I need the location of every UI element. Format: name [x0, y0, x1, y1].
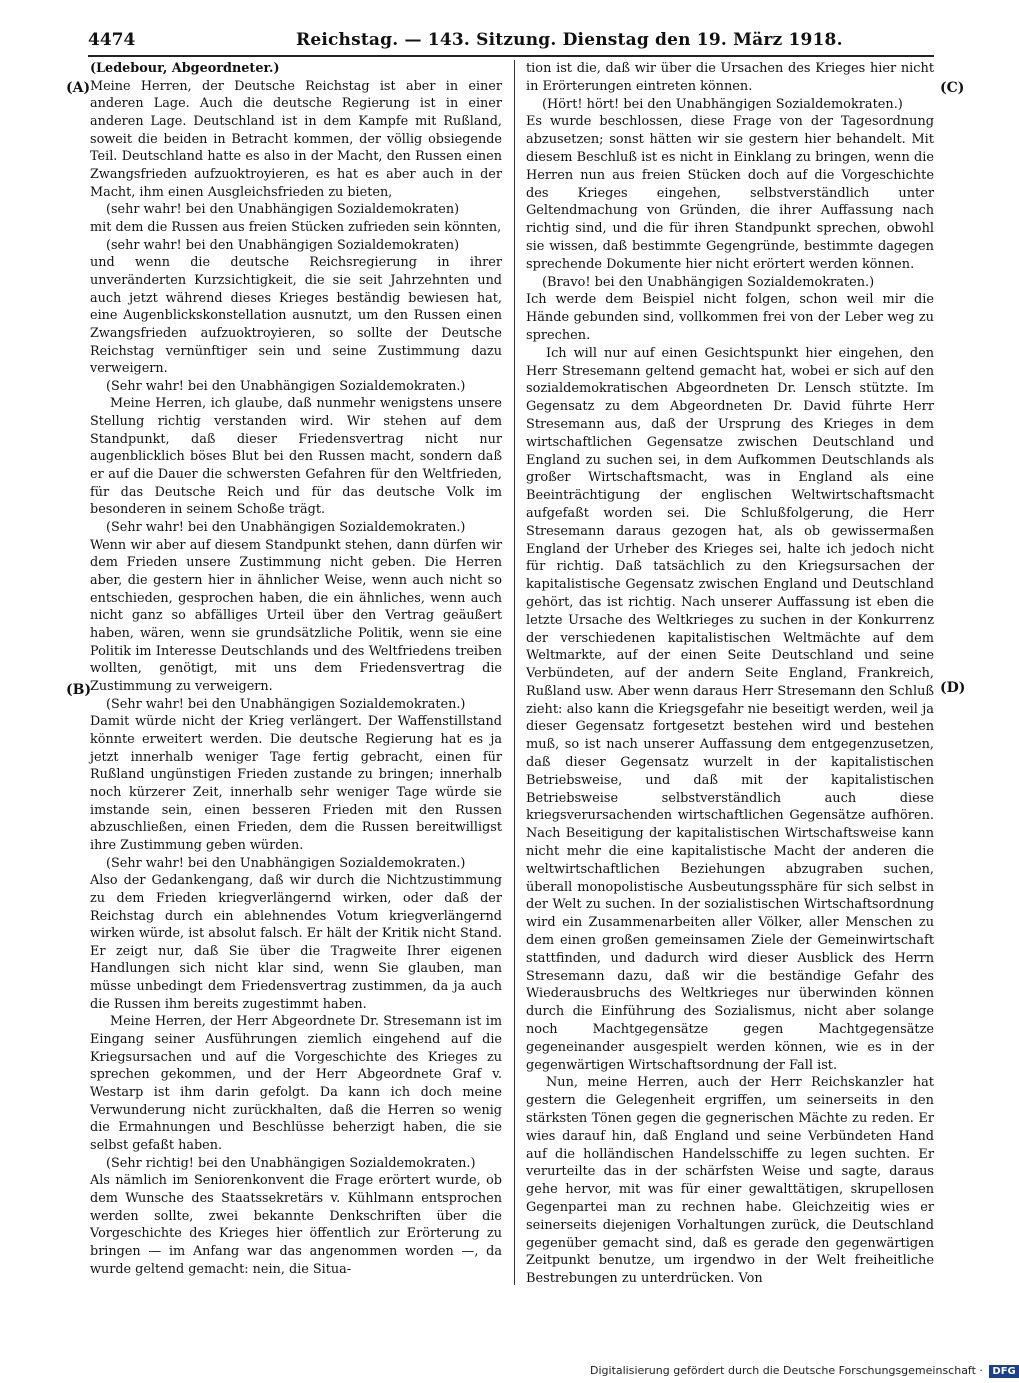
- interjection: (Sehr wahr! bei den Unabhängigen Sozialdemokraten.): [106, 378, 466, 394]
- paragraph: Meine Herren, der Deutsche Reichstag ist aber in einer anderen Lage. Auch die deutsche Regierung ist in einer anderen Lage. Deutschland ist in dem Kampfe mit Rußland, soweit die beiden in Betracht kommen, der völlig obsiegende Teil. Deutschland hatte es also in der Macht, den Russen einen Zwangsfrieden aufzuoktroyieren, es hat es aber auch in der Macht, ihm einen Ausgleichsfrieden zu bieten,: [90, 78, 502, 200]
- interjection: (Sehr richtig! bei den Unabhängigen Sozialdemokraten.): [106, 1155, 476, 1171]
- right-column: [526, 60, 934, 1288]
- interjection: (Sehr wahr! bei den Unabhängigen Sozialdemokraten.): [106, 520, 466, 536]
- paragraph: Meine Herren, der Herr Abgeordnete Dr. Stresemann ist im Eingang seiner Ausführungen ziemlich eingehend auf die Kriegsursachen und auf die Vorgeschichte des Krieges zu sprechen gekommen, und der Herr Abgeordnete Graf v. Westarp ist ihm darin gefolgt. Da kann ich doch meine Verwunderung nicht zurückhalten, daß die Herren so wenig die Ermahnungen und Beschlüsse beherzigt haben, die sie selbst gefaßt haben.: [90, 1014, 502, 1154]
- column-divider: [514, 60, 515, 1285]
- page-number: 4474: [88, 30, 136, 50]
- interjection: (Hört! hört! bei den Unabhängigen Sozialdemokraten.): [542, 96, 903, 112]
- dfg-logo: DFG: [989, 1365, 1018, 1378]
- margin-marker-c: (C): [940, 80, 965, 96]
- margin-marker-d: (D): [940, 680, 966, 696]
- interjection: (Sehr wahr! bei den Unabhängigen Sozialdemokraten.): [106, 855, 466, 871]
- paragraph: Also der Gedankengang, daß wir durch die Nichtzustimmung zu dem Frieden kriegverlängernd wirken, oder daß der Reichstag durch ein ablehnendes Votum kriegverlängernd wirken würde, ist absolut falsch. Er hält der Kritik nicht Stand. Er zeigt nur, daß Sie über die Tragweite Ihrer eigenen Handlungen sich nicht klar sind, wenn Sie glauben, man müsse unbedingt dem Friedensvertrag zustimmen, da ja auch die Russen ihm bereits zugestimmt haben.: [90, 873, 502, 1012]
- paragraph: Ich will nur auf einen Gesichtspunkt hier eingehen, den Herr Stresemann geltend gemacht hat, wobei er sich auf den sozialdemokratischen Abgeordneten Dr. Lensch stützte. Im Gegensatz zu dem Abgeordneten Dr. David führte Herr Stresemann aus, daß der Ursprung des Krieges in dem wirtschaftlichen Gegensatze zwischen Deutschland und England zu suchen sei, in dem Aufkommen Deutschlands als großer Wirtschaftsmacht, was in England als eine Beeinträchtigung der englischen Weltwirtschaftsmacht aufgefaßt worden sei. Die Schlußfolgerung, die Herr Stresemann daraus gezogen hat, als ob gewissermaßen England der Urheber des Krieges sei, halte ich jedoch nicht für richtig. Daß tatsächlich zu den Kriegsursachen der kapitalistische Gegensatz zwischen England und Deutschland gehört, das ist richtig. Nach unserer Auffassung ist eben die letzte Ursache des Weltkrieges zu suchen in der Konkurrenz der verschiedenen kapitalistischen Weltmächte auf dem Weltmarkte, auf der einen Seite Deutschland und seine Verbündeten, auf der andern Seite England, Frankreich, Rußland usw. Aber wenn daraus Herr Stresemann den Schluß zieht: also kann die Kriegsgefahr nie beseitigt werden, weil ja dieser Gegensatz fortgesetzt bestehen wird und bestehen muß, so ist nach unserer Auffassung dem entgegenzusetzen, daß dieser Gegensatz wurzelt in der kapitalistischen Betriebsweise, und daß mit der kapitalistischen Betriebsweise selbstverständlich auch diese kriegsverursachenden wirtschaftlichen Gegensätze aufhören. Nach Beseitigung der kapitalistischen Wirtschaftsweise kann nicht mehr die eine kapitalistische Macht der anderen die weltwirtschaftlichen Beziehungen abzugraben suchen, überall monopolistische Ausbeutungssphäre für sich selbst in der Welt zu suchen. In der sozialistischen Wirtschaftsordnung wird ein Zusammenarbeiten aller Völker, aller Menschen zu dem einen großen gemeinsamen Ziele der Gemeinwirtschaft stattfinden, und dadurch wird dieser Ausblick des Herrn Stresemann dazu, daß wir die beständige Gefahr des Wiederausbruchs des Weltkrieges nur überwinden können durch die Einführung des Sozialismus, nicht aber solange noch Machtgegensätze gegen Machtgegensätze gegeneinander ausgespielt werden können, wie es in der gegenwärtigen Wirtschaftsordnung der Fall ist.: [526, 345, 934, 1073]
- paragraph: Es wurde beschlossen, diese Frage von der Tagesordnung abzusetzen; sonst hätten wir sie gestern hier behandelt. Mit diesem Beschluß ist es nicht in Einklang zu bringen, wenn die Herren nun aus freien Stücken doch auf die Vorgeschichte des Krieges eingehen, selbstverständlich unter Geltendmachung von Gründen, die ihrer Auffassung nach richtig sind, und die für ihren Standpunkt sprechen, obwohl sie wissen, daß bestimmte Gegengründe, bestimmte dagegen sprechende Dokumente hier nicht erörtert werden können.: [526, 114, 934, 272]
- page-header: [88, 30, 934, 54]
- left-column: [90, 60, 502, 1278]
- speaker-label: (Ledebour, Abgeordneter.): [90, 61, 280, 76]
- footer-credit: [590, 1364, 1019, 1378]
- paragraph: Wenn wir aber auf diesem Standpunkt stehen, dann dürfen wir dem Frieden unsere Zustimmung nicht geben. Die Herren aber, die gestern hier in ähnlicher Weise, wenn auch nicht so entschieden, gesprochen haben, die ein ähnliches, wenn auch nicht ganz so abfälliges Urteil über den Vertrag geäußert haben, wären, wenn sie grundsätzliche Politik, wenn sie eine Politik im Interesse Deutschlands und des Weltfriedens treiben wollten, genötigt, mit uns dem Friedensvertrag die Zustimmung zu verweigern.: [90, 537, 502, 694]
- paragraph: Meine Herren, ich glaube, daß nunmehr wenigstens unsere Stellung richtig verstanden wird. Wir stehen auf dem Standpunkt, daß dieser Friedensvertrag nicht nur augenblicklich böses Blut bei den Russen macht, sondern daß er auf die Dauer die schwersten Gefahren für den Weltfrieden, für das Deutsche Reich und für das deutsche Volk im besonderen in seinem Schoße trägt.: [90, 396, 502, 518]
- footer-text: Digitalisierung gefördert durch die Deutsche Forschungsgemeinschaft ·: [590, 1364, 983, 1377]
- paragraph: Damit würde nicht der Krieg verlängert. Der Waffenstillstand könnte erweitert werden. Die deutsche Regierung hat es ja jetzt innerhalb weniger Tage fertig gebracht, einen für Rußland ungünstigen Frieden zustande zu bringen; innerhalb noch kürzerer Zeit, innerhalb sehr weniger Tage würde sie imstande sein, einen besseren Frieden mit den Russen abzuschließen, einen Frieden, dem die Russen bereitwilligst ihre Zustimmung geben würden.: [90, 714, 502, 853]
- paragraph: Ich werde dem Beispiel nicht folgen, schon weil mir die Hände gebunden sind, vollkommen frei von der Leber weg zu sprechen.: [526, 292, 934, 343]
- paragraph: und wenn die deutsche Reichsregierung in ihrer unveränderten Kurzsichtigkeit, die sie seit Jahrzehnten und auch jetzt während dieses Krieges beständig bewiesen hat, eine Augenblickskonstellation ausnutzt, um den Russen einen Zwangsfrieden aufzuoktroyieren, so sollte der Deutsche Reichstag vernünftiger sein und seine Zustimmung dazu verweigern.: [90, 255, 502, 377]
- paragraph: tion ist die, daß wir über die Ursachen des Krieges hier nicht in Erörterungen eintreten können.: [526, 61, 934, 94]
- margin-marker-a: (A): [66, 80, 91, 96]
- paragraph: Als nämlich im Seniorenkonvent die Frage erörtert wurde, ob dem Wunsche des Staatssekretärs v. Kühlmann entsprochen werden sollte, zwei bekannte Denkschriften über die Vorgeschichte des Krieges hier öffentlich zur Erörterung zu bringen — im Anfang war das angenommen worden —, da wurde geltend gemacht: nein, die Situa-: [90, 1173, 502, 1277]
- interjection: (Bravo! bei den Unabhängigen Sozialdemokraten.): [542, 274, 875, 290]
- paragraph: Nun, meine Herren, auch der Herr Reichskanzler hat gestern die Gelegenheit ergriffen, um seinerseits in den stärksten Tönen gegen die gegnerischen Mächte zu reden. Er wies darauf hin, daß England und seine Verbündeten Hand auf die holländischen Handelsschiffe zu legen suchten. Er verurteilte das in der schärfsten Weise und sagte, daraus gehe hervor, mit was für einer gewalttätigen, skrupellosen Gegenpartei man zu rechnen habe. Gleichzeitig wies er seinerseits diejenigen Vorhaltungen zurück, die Deutschland gegenüber gemacht sind, daß es gerade den gegenwärtigen Zeitpunkt benutze, um irgendwo in der Welt freiheitliche Bestrebungen zu unterdrücken. Von: [526, 1075, 934, 1287]
- running-title: Reichstag. — 143. Sitzung. Dienstag den 19. März 1918.: [296, 30, 843, 50]
- paragraph: mit dem die Russen aus freien Stücken zufrieden sein könnten,: [90, 219, 502, 235]
- margin-marker-b: (B): [66, 682, 92, 698]
- header-rule: [88, 55, 934, 57]
- interjection: (sehr wahr! bei den Unabhängigen Sozialdemokraten): [106, 202, 460, 218]
- interjection: (Sehr wahr! bei den Unabhängigen Sozialdemokraten.): [106, 696, 466, 712]
- interjection: (sehr wahr! bei den Unabhängigen Sozialdemokraten): [106, 237, 460, 253]
